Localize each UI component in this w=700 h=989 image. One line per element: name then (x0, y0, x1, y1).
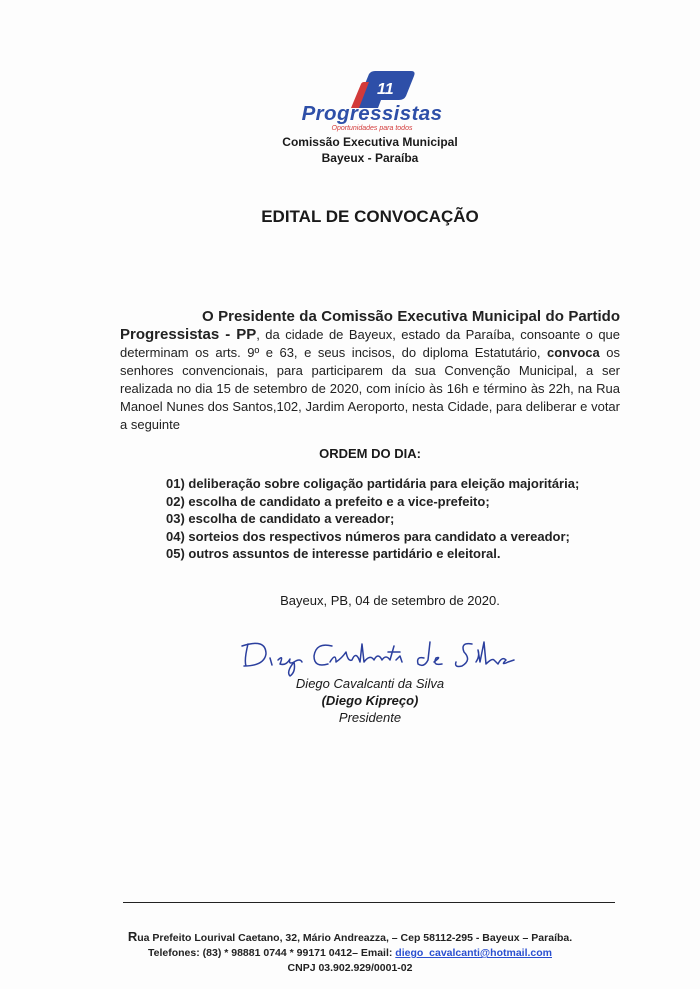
footer-address-text: ua Prefeito Lourival Caetano, 32, Mário Andreazza, – Cep 58112-295 - Bayeux – Paraíba. (137, 932, 573, 944)
footer-divider (123, 902, 615, 903)
signatory-role: Presidente (338, 710, 402, 725)
agenda-item: 01) deliberação sobre coligação partidária para eleição majoritária; (166, 476, 580, 491)
organization-location: Bayeux - Paraíba (321, 151, 419, 165)
organization-name: Comissão Executiva Municipal (282, 135, 458, 149)
logo-number: 11 (377, 81, 394, 98)
paragraph-text-1: , da cidade de Bayeux, estado da Paraíba, consoante o que determinam os arts. 9º e 63, e seus incisos, do diploma Estatutário, (120, 327, 621, 360)
signatory-nickname: (Diego Kipreço) (321, 693, 419, 708)
agenda-item: 04) sorteios dos respectivos números para candidato a vereador; (166, 528, 570, 544)
agenda-item: 03) escolha de candidato a vereador; (166, 511, 395, 526)
paragraph-lead: O Presidente da Comissão Executiva Municipal do Partido Progressistas - PP (120, 308, 620, 343)
footer-contact (60, 946, 640, 961)
agenda-item: 02) escolha de candidato a prefeito e a vice-prefeito; (166, 493, 490, 509)
agenda-item: 05) outros assuntos de interesse partidário e eleitoral. (166, 546, 501, 561)
paragraph-text-2: os senhores convencionais, para participarem da sua Convenção Municipal, a ser realizada no dia 15 de setembro de 2020, com início às 16h e término às 22h, na Rua Manoel Nunes dos Santos,102, Jardim Aeroporto, nesta Cidade, para deliberar e votar a seguinte (120, 345, 620, 432)
convocation-paragraph (120, 308, 620, 434)
handwritten-signature (236, 632, 526, 680)
footer (60, 929, 640, 976)
document-title: EDITAL DE CONVOCAÇÃO (261, 207, 479, 226)
logo-wordmark: Progressistas (301, 102, 443, 125)
date-place-line: Bayeux, PB, 04 de setembro de 2020. (280, 593, 500, 608)
footer-cnpj: CNPJ 03.902.929/0001-02 (287, 962, 413, 974)
paragraph-bold-word: convoca (546, 345, 600, 360)
footer-address (60, 929, 640, 946)
footer-address-cap: R (127, 929, 138, 944)
logo-tagline: Oportunidades para todos (331, 125, 413, 132)
agenda-title: ORDEM DO DIA: (319, 446, 421, 461)
email-link[interactable]: diego_cavalcanti@hotmail.com (395, 947, 552, 959)
agenda-list (166, 475, 636, 563)
footer-phones: Telefones: (83) * 98881 0744 * 99171 0412– Email: (148, 947, 396, 959)
signatory-name: Diego Cavalcanti da Silva (295, 676, 445, 691)
